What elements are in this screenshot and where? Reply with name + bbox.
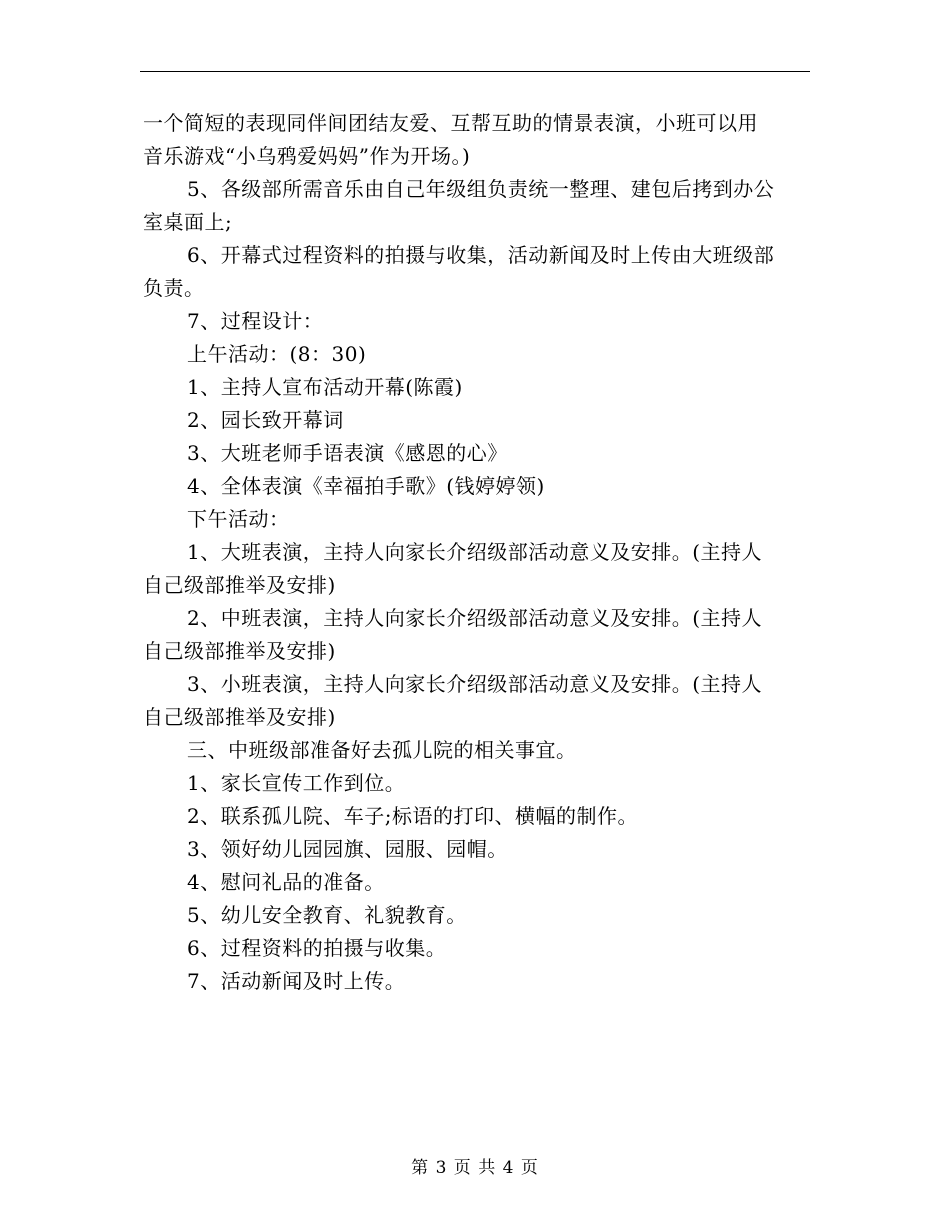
body-line: 自己级部推举及安排) <box>143 639 336 663</box>
body-line: 上午活动：(8：30) <box>187 342 367 366</box>
body-line: 自己级部推举及安排) <box>143 705 336 729</box>
document-body <box>143 107 813 998</box>
body-line: 4、慰问礼品的准备。 <box>187 870 385 894</box>
body-line: 音乐游戏“小乌鸦爱妈妈”作为开场。) <box>143 144 471 168</box>
body-line: 3、领好幼儿园园旗、园服、园帽。 <box>187 837 508 861</box>
body-line: 2、园长致开幕词 <box>187 408 344 432</box>
body-line: 7、过程设计： <box>187 309 324 333</box>
body-line: 2、联系孤儿院、车子;标语的打印、横幅的制作。 <box>187 804 638 828</box>
body-line: 7、活动新闻及时上传。 <box>187 969 406 993</box>
body-line: 自己级部推举及安排) <box>143 573 336 597</box>
section-heading: 三、中班级部准备好去孤儿院的相关事宜。 <box>187 738 577 762</box>
body-line: 3、大班老师手语表演《感恩的心》 <box>187 441 508 465</box>
body-line: 一个简短的表现同伴间团结友爱、互帮互助的情景表演，小班可以用 <box>143 111 758 135</box>
body-line: 5、幼儿安全教育、礼貌教育。 <box>187 903 467 927</box>
body-line: 1、家长宣传工作到位。 <box>187 771 406 795</box>
body-line: 1、主持人宣布活动开幕(陈霞) <box>187 375 463 399</box>
body-line: 6、过程资料的拍摄与收集。 <box>187 936 447 960</box>
body-line: 5、各级部所需音乐由自己年级组负责统一整理、建包后拷到办公 <box>187 177 775 201</box>
body-line: 4、全体表演《幸福拍手歌》(钱婷婷领) <box>187 474 545 498</box>
body-line: 负责。 <box>143 276 205 300</box>
body-line: 下午活动： <box>187 507 290 531</box>
body-line: 室桌面上; <box>143 210 233 234</box>
body-line: 2、中班表演，主持人向家长介绍级部活动意义及安排。(主持人 <box>187 606 763 630</box>
body-line: 6、开幕式过程资料的拍摄与收集，活动新闻及时上传由大班级部 <box>187 243 775 267</box>
body-line: 1、大班表演，主持人向家长介绍级部活动意义及安排。(主持人 <box>187 540 763 564</box>
body-line: 3、小班表演，主持人向家长介绍级部活动意义及安排。(主持人 <box>187 672 763 696</box>
header-rule <box>140 71 810 72</box>
page-number-footer: 第 3 页 共 4 页 <box>411 1158 539 1178</box>
